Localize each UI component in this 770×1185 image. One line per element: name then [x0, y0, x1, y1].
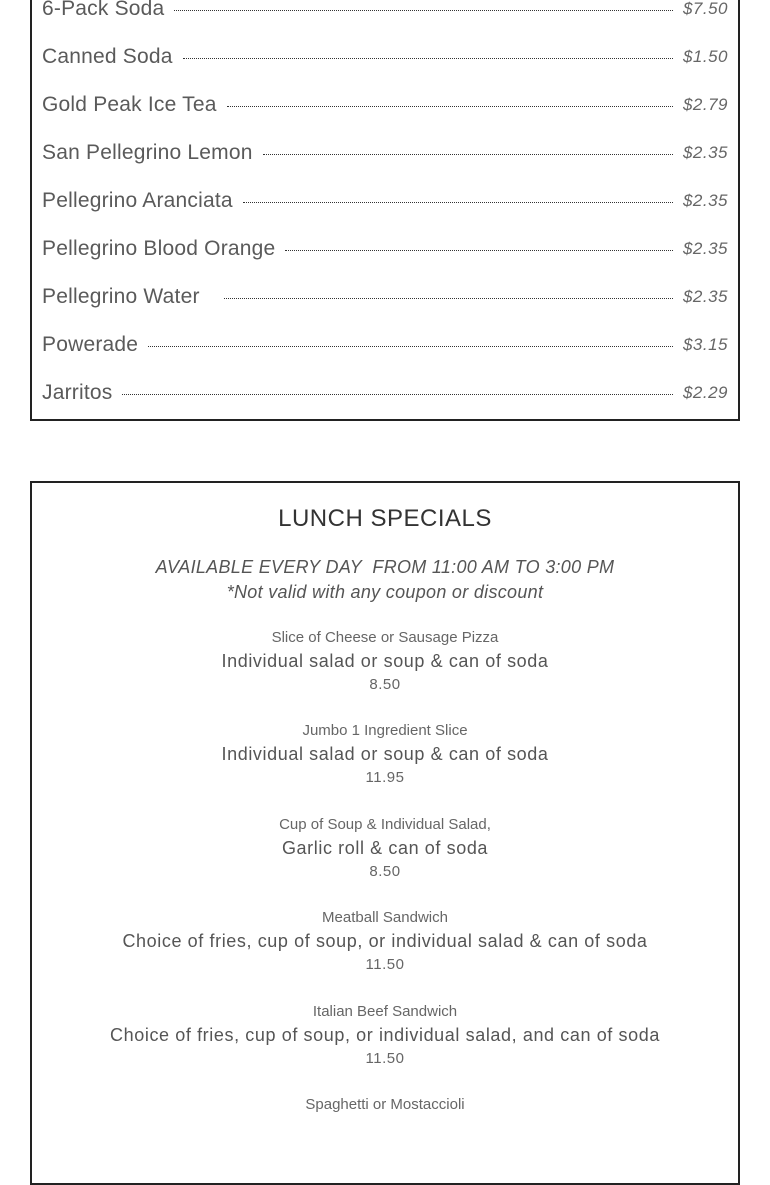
item-price: $2.35	[682, 191, 728, 210]
special-name: Cup of Soup & Individual Salad,	[279, 816, 491, 833]
item-price: $2.35	[682, 287, 728, 306]
menu-item	[42, 282, 728, 312]
special-description: Choice of fries, cup of soup, or individual salad, and can of soda	[110, 1025, 660, 1045]
item-name: Powerade	[42, 333, 139, 356]
menu-item	[42, 234, 728, 264]
dotted-leader	[183, 58, 673, 59]
item-name: Gold Peak Ice Tea	[42, 93, 217, 116]
disclaimer-note: *Not valid with any coupon or discount	[226, 582, 544, 602]
menu-item	[42, 378, 728, 408]
item-name: Pellegrino Blood Orange	[42, 237, 276, 260]
dotted-leader	[174, 10, 673, 11]
special-description: Choice of fries, cup of soup, or individual salad & can of soda	[122, 931, 648, 951]
item-price: $2.35	[682, 239, 728, 258]
special-price: 11.95	[365, 769, 405, 786]
special-price: 8.50	[369, 676, 401, 693]
menu-item	[42, 330, 728, 360]
item-name: Canned Soda	[42, 45, 173, 68]
menu-item	[42, 90, 728, 120]
special-price: 11.50	[365, 956, 405, 973]
drinks-menu-section	[30, 0, 740, 421]
item-price: $2.79	[682, 95, 728, 114]
item-name: 6-Pack Soda	[42, 0, 165, 20]
item-name: Pellegrino Water	[42, 285, 200, 308]
availability-text: AVAILABLE EVERY DAY FROM 11:00 AM TO 3:00 PM	[155, 557, 615, 577]
special-name: Italian Beef Sandwich	[312, 1003, 458, 1020]
item-price: $1.50	[682, 47, 728, 66]
item-price: $3.15	[682, 335, 728, 354]
special-item	[32, 1002, 738, 1070]
dotted-leader	[263, 154, 673, 155]
item-name: Jarritos	[42, 381, 113, 404]
item-name: San Pellegrino Lemon	[42, 141, 253, 164]
special-item	[32, 1095, 738, 1115]
special-name: Spaghetti or Mostaccioli	[305, 1096, 465, 1113]
special-name: Jumbo 1 Ingredient Slice	[302, 722, 468, 739]
menu-item	[42, 138, 728, 168]
item-name: Pellegrino Aranciata	[42, 189, 233, 212]
dotted-leader	[122, 394, 673, 395]
dotted-leader	[243, 202, 673, 203]
special-item	[32, 815, 738, 883]
item-price: $7.50	[682, 0, 728, 18]
special-item	[32, 628, 738, 696]
special-description: Garlic roll & can of soda	[281, 838, 489, 858]
special-description: Individual salad or soup & can of soda	[221, 744, 549, 764]
special-item	[32, 721, 738, 789]
item-price: $2.35	[682, 143, 728, 162]
special-name: Slice of Cheese or Sausage Pizza	[271, 629, 499, 646]
dotted-leader	[227, 106, 673, 107]
special-item	[32, 908, 738, 976]
special-description: Individual salad or soup & can of soda	[221, 651, 549, 671]
item-price: $2.29	[682, 383, 728, 402]
special-price: 11.50	[365, 1050, 405, 1067]
menu-item	[42, 42, 728, 72]
lunch-specials-section	[30, 481, 740, 1185]
dotted-leader	[148, 346, 673, 347]
special-name: Meatball Sandwich	[322, 909, 448, 926]
special-price: 8.50	[369, 863, 401, 880]
dotted-leader	[285, 250, 673, 251]
dotted-leader	[224, 298, 673, 299]
menu-item	[42, 0, 728, 24]
menu-item	[42, 186, 728, 216]
section-title: LUNCH SPECIALS	[278, 505, 492, 532]
